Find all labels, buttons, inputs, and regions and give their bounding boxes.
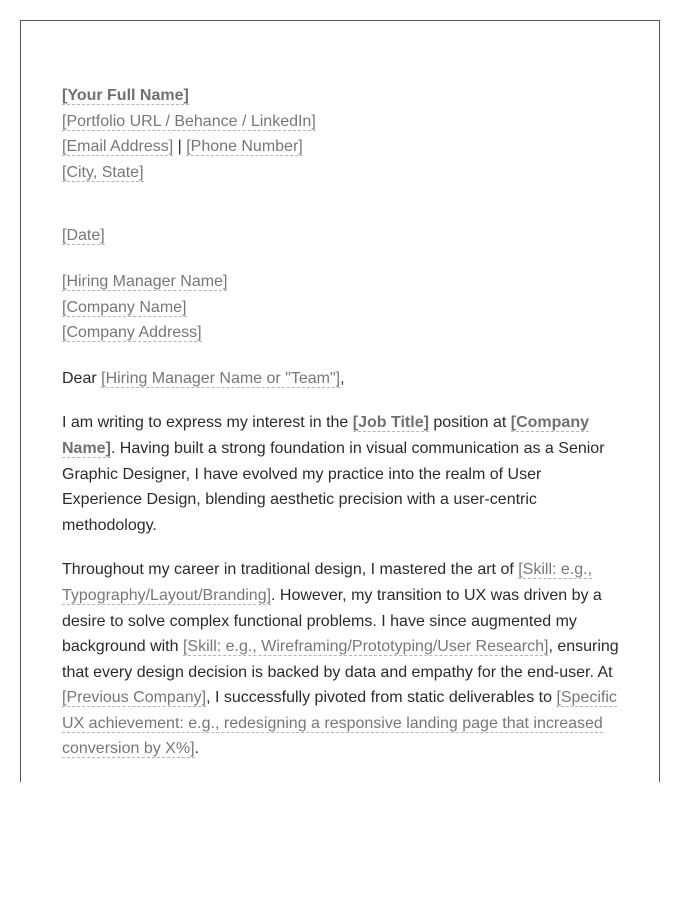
portfolio-placeholder[interactable]: [Portfolio URL / Behance / LinkedIn]: [62, 112, 316, 130]
para1-text-2: position at: [428, 414, 511, 432]
letter-page: [20, 20, 660, 802]
paragraph-experience: [62, 557, 622, 762]
previous-company-placeholder[interactable]: [Previous Company]: [62, 689, 207, 707]
para2-text-5: .: [194, 740, 199, 758]
hiring-manager-placeholder[interactable]: [Hiring Manager Name]: [62, 272, 228, 290]
date-line: [62, 223, 622, 249]
email-placeholder[interactable]: [Email Address]: [62, 138, 174, 156]
para1-text-1: I am writing to express my interest in the: [62, 414, 353, 432]
para2-text-3: , ensuring that every design decision is backed by data and empathy for the end-user. At: [62, 638, 619, 681]
ux-achievement-placeholder[interactable]: [Specific UX achievement: e.g., redesigning a responsive landing page that increased conversion by X%]: [62, 689, 617, 758]
para1-company-placeholder[interactable]: [Company Name]: [62, 414, 589, 457]
company-address-placeholder[interactable]: [Company Address]: [62, 324, 202, 342]
city-state-placeholder[interactable]: [City, State]: [62, 163, 144, 181]
contact-separator: |: [173, 138, 187, 156]
company-name-placeholder[interactable]: [Company Name]: [62, 298, 187, 316]
letter-content: [62, 83, 622, 802]
para2-text-2: . However, my transition to UX was driven by a desire to solve complex functional problems. I have since augmented my background with: [62, 586, 602, 656]
para2-text-1: Throughout my career in traditional design, I mastered the art of: [62, 561, 519, 579]
date-placeholder[interactable]: [Date]: [62, 227, 105, 245]
full-name-placeholder[interactable]: [Your Full Name]: [62, 87, 189, 104]
page-cutoff-mask: [0, 782, 700, 900]
paragraph-intro: [62, 410, 622, 538]
para1-text-3: . Having built a strong foundation in visual communication as a Senior Graphic Designer, I have evolved my practice into the realm of User Experience Design, blending aesthetic precision with a user-centric methodology.: [62, 439, 605, 534]
salutation-prefix: Dear: [62, 369, 102, 387]
phone-placeholder[interactable]: [Phone Number]: [186, 138, 303, 156]
job-title-placeholder[interactable]: [Job Title]: [352, 414, 429, 432]
skill-1-placeholder[interactable]: [Skill: e.g., Typography/Layout/Branding]: [62, 561, 593, 604]
salutation: [62, 366, 622, 392]
recipient-block: [62, 269, 622, 346]
salutation-suffix: ,: [340, 369, 345, 387]
sender-header: [62, 83, 622, 185]
skill-2-placeholder[interactable]: [Skill: e.g., Wireframing/Prototyping/User Research]: [182, 638, 549, 656]
salutation-name-placeholder[interactable]: [Hiring Manager Name or "Team"]: [101, 369, 341, 387]
para2-text-4: , I successfully pivoted from static deliverables to: [206, 689, 557, 707]
